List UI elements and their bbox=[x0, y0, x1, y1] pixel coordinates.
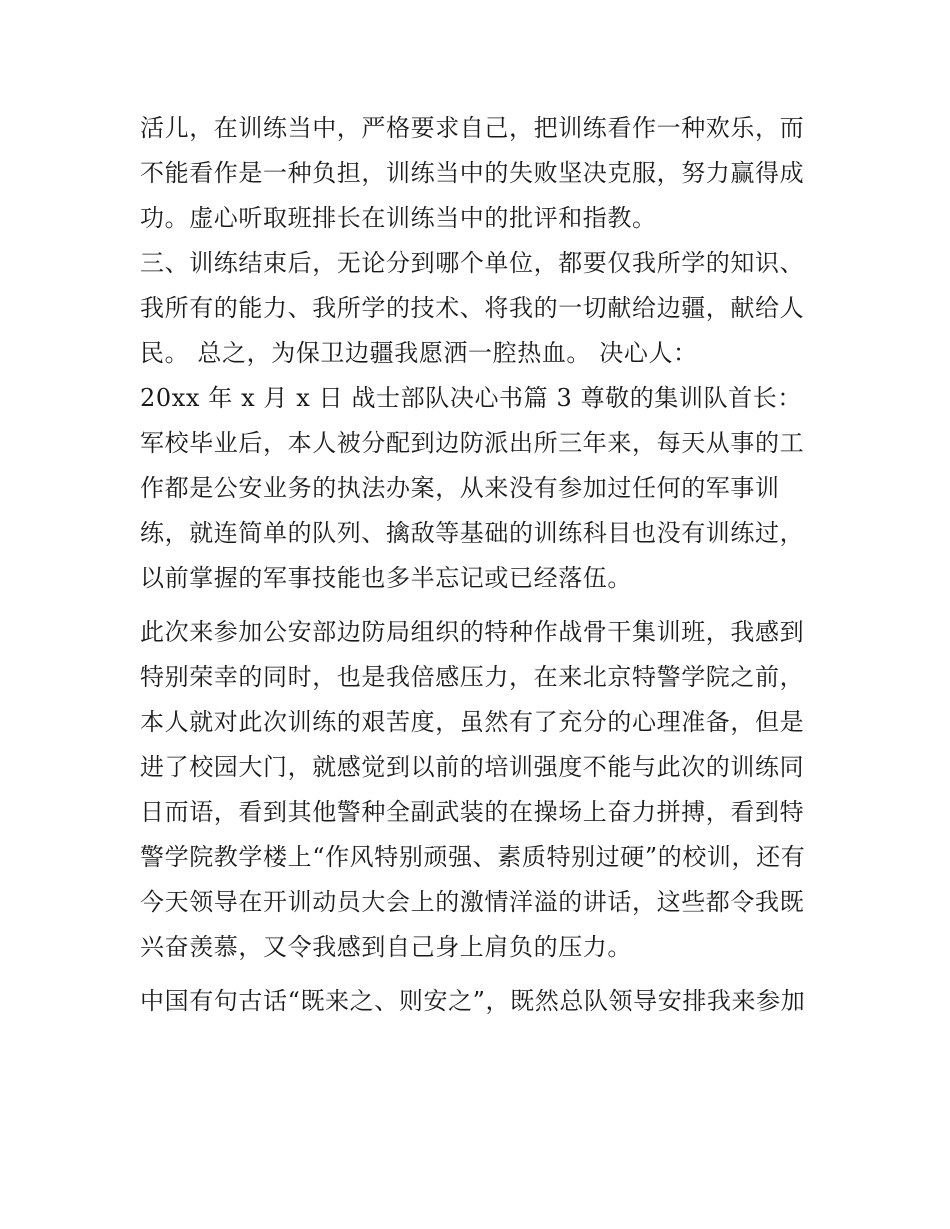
text-line: 以前掌握的军事技能也多半忘记或已经落伍。 bbox=[140, 564, 632, 592]
text-line: 三、训练结束后，无论分到哪个单位，都要仅我所学的知识、 bbox=[140, 249, 805, 277]
text-line: 我所有的能力、我所学的技术、将我的一切献给边疆，献给人 bbox=[140, 294, 805, 322]
text-line: 不能看作是一种负担，训练当中的失败坚决克服，努力赢得成 bbox=[140, 159, 805, 187]
text-line: 进了校园大门，就感觉到以前的培训强度不能与此次的训练同 bbox=[140, 753, 805, 781]
text-line: 兴奋羡慕，又令我感到自己身上肩负的压力。 bbox=[140, 933, 632, 961]
text-line: 练，就连简单的队列、擒敌等基础的训练科目也没有训练过， bbox=[140, 519, 805, 547]
text-line: 今天领导在开训动员大会上的激情洋溢的讲话，这些都令我既 bbox=[140, 888, 805, 916]
document-body bbox=[140, 106, 820, 1024]
text-line: 此次来参加公安部边防局组织的特种作战骨干集训班，我感到 bbox=[140, 618, 805, 646]
text-line: 活儿，在训练当中，严格要求自己，把训练看作一种欢乐，而 bbox=[140, 114, 805, 142]
text-line: 作都是公安业务的执法办案，从来没有参加过任何的军事训 bbox=[140, 474, 780, 502]
text-line: 军校毕业后，本人被分配到边防派出所三年来，每天从事的工 bbox=[140, 429, 805, 457]
text-line: 警学院教学楼上“作风特别顽强、素质特别过硬”的校训，还有 bbox=[140, 843, 806, 871]
text-line: 中国有句古话“既来之、则安之”，既然总队领导安排我来参加 bbox=[140, 987, 806, 1015]
text-line: 特别荣幸的同时，也是我倍感压力，在来北京特警学院之前， bbox=[140, 663, 805, 691]
paragraph-gap bbox=[140, 970, 820, 979]
text-line: 20xx 年 x 月 x 日 战士部队决心书篇 3 尊敬的集训队首长： bbox=[140, 384, 802, 412]
paragraph-gap bbox=[140, 601, 820, 610]
text-line: 日而语，看到其他警种全副武装的在操场上奋力拼搏，看到特 bbox=[140, 798, 805, 826]
text-line: 本人就对此次训练的艰苦度，虽然有了充分的心理准备，但是 bbox=[140, 708, 805, 736]
text-line: 功。虚心听取班排长在训练当中的批评和指教。 bbox=[140, 204, 657, 232]
text-line: 民。 总之，为保卫边疆我愿洒一腔热血。 决心人： bbox=[140, 339, 698, 367]
